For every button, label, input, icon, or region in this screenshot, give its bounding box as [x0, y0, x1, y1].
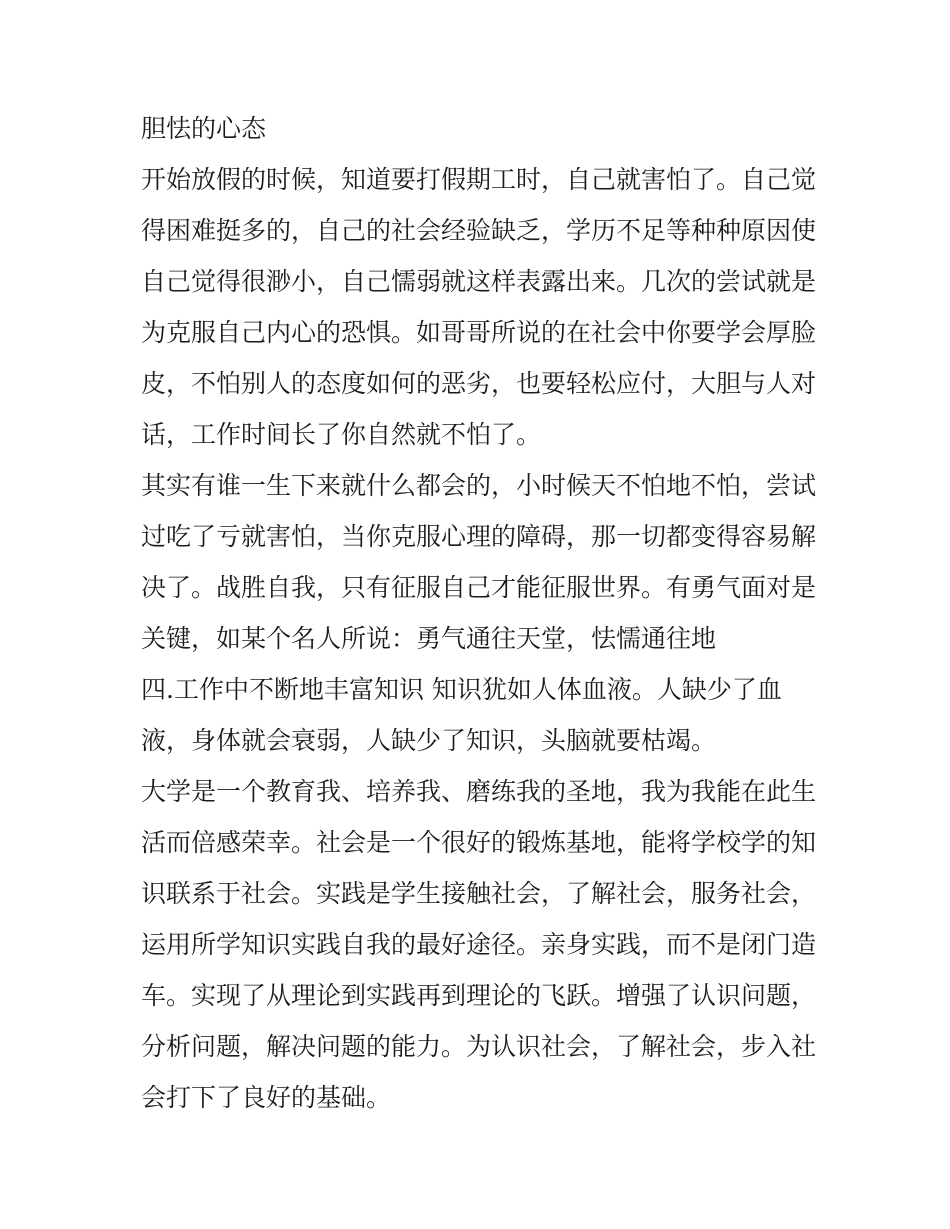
- section-heading: 胆怯的心态: [141, 114, 267, 143]
- text-line: 开始放假的时候，知道要打假期工时，自己就害怕了。自己觉: [141, 165, 817, 194]
- text-line: 四.工作中不断地丰富知识 知识犹如人体血液。人缺少了血: [141, 675, 782, 704]
- text-line: 其实有谁一生下来就什么都会的，小时候天不怕地不怕，尝试: [141, 471, 817, 500]
- text-line: 活而倍感荣幸。社会是一个很好的锻炼基地，能将学校学的知: [141, 828, 817, 857]
- text-line: 皮，不怕别人的态度如何的恶劣，也要轻松应付，大胆与人对: [141, 369, 817, 398]
- text-line: 决了。战胜自我，只有征服自己才能征服世界。有勇气面对是: [141, 573, 817, 602]
- text-line: 分析问题，解决问题的能力。为认识社会，了解社会，步入社: [141, 1032, 817, 1061]
- document-body: [141, 103, 821, 1123]
- text-line: 得困难挺多的，自己的社会经验缺乏，学历不足等种种原因使: [141, 216, 817, 245]
- text-line: 车。实现了从理论到实践再到理论的飞跃。增强了认识问题，: [141, 981, 817, 1010]
- text-line: 液，身体就会衰弱，人缺少了知识，头脑就要枯竭。: [141, 726, 717, 755]
- text-line: 大学是一个教育我、培养我、磨练我的圣地，我为我能在此生: [141, 777, 817, 806]
- text-line: 自己觉得很渺小，自己懦弱就这样表露出来。几次的尝试就是: [141, 267, 817, 296]
- text-line: 会打下了良好的基础。: [141, 1083, 392, 1112]
- text-line: 运用所学知识实践自我的最好途径。亲身实践，而不是闭门造: [141, 930, 817, 959]
- text-line: 话，工作时间长了你自然就不怕了。: [141, 420, 542, 449]
- text-line: 为克服自己内心的恐惧。如哥哥所说的在社会中你要学会厚脸: [141, 318, 817, 347]
- text-line: 关键，如某个名人所说：勇气通往天堂，怯懦通往地: [141, 624, 717, 653]
- text-line: 过吃了亏就害怕，当你克服心理的障碍，那一切都变得容易解: [141, 522, 817, 551]
- text-line: 识联系于社会。实践是学生接触社会，了解社会，服务社会，: [141, 879, 817, 908]
